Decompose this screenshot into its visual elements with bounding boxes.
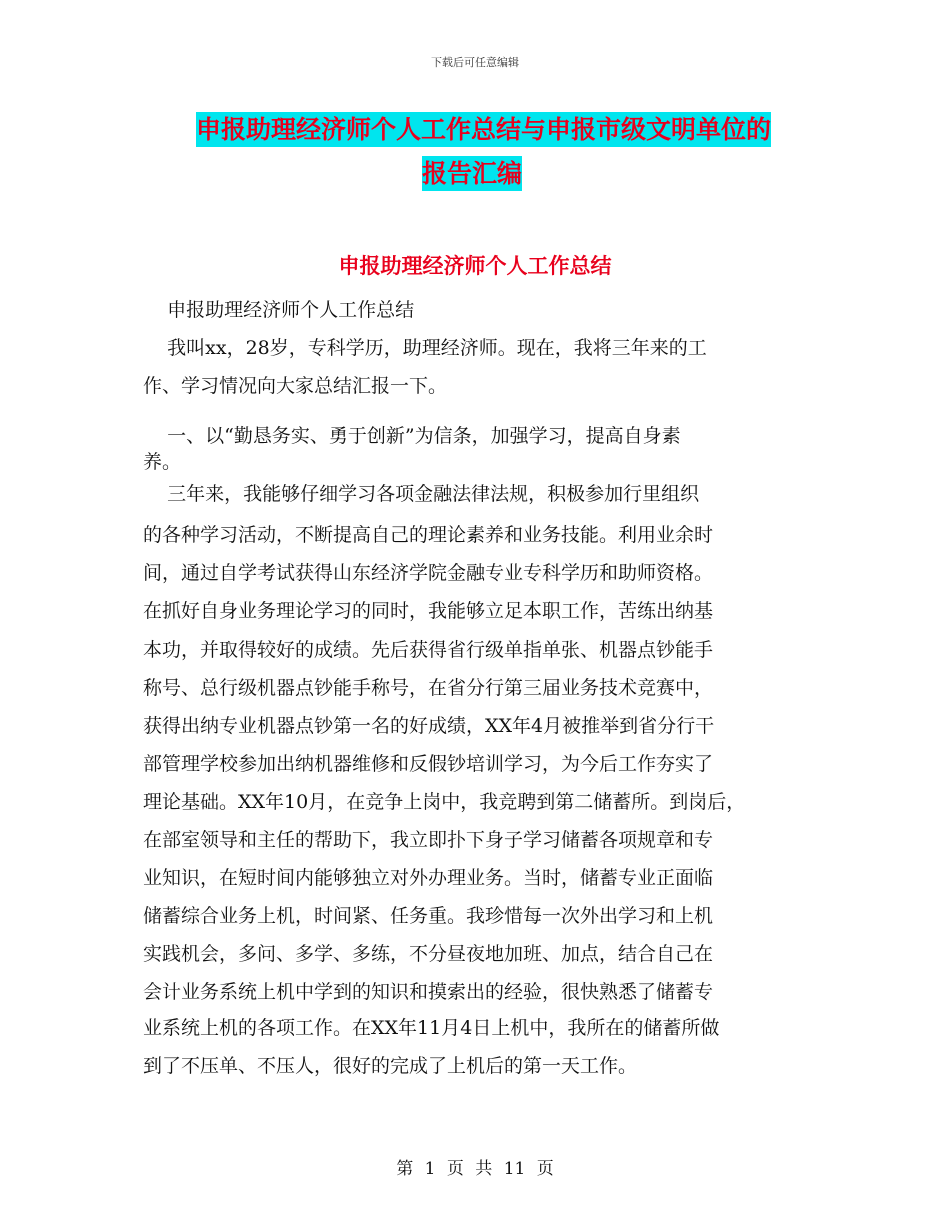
download-note: 下载后可任意编辑 <box>431 56 519 69</box>
body-line: 本功，并取得较好的成绩。先后获得省行级单指单张、机器点钞能手 <box>143 639 714 661</box>
body-line: 称号、总行级机器点钞能手称号，在省分行第三届业务技术竞赛中， <box>143 677 714 699</box>
body-line: 实践机会，多问、多学、多练，不分昼夜地加班、加点，结合自己在 <box>143 943 714 965</box>
document-title-text-1: 申报助理经济师个人工作总结与申报市级文明单位的 <box>196 112 771 147</box>
body-line: 申报助理经济师个人工作总结 <box>143 299 415 321</box>
body-line: 获得出纳专业机器点钞第一名的好成绩，XX年4月被推举到省分行干 <box>143 715 715 737</box>
body-line: 到了不压单、不压人，很好的完成了上机后的第一天工作。 <box>143 1055 638 1077</box>
document-title-line-1 <box>196 114 771 146</box>
body-line: 理论基础。XX年10月，在竞争上岗中，我竞聘到第二储蓄所。到岗后， <box>143 791 746 813</box>
body-line: 一、以“勤恳务实、勇于创新”为信条，加强学习，提高自身素 <box>143 425 681 447</box>
body-line: 养。 <box>143 451 182 473</box>
body-line: 部管理学校参加出纳机器维修和反假钞培训学习，为今后工作夯实了 <box>143 753 714 775</box>
section-title: 申报助理经济师个人工作总结 <box>338 253 612 278</box>
body-line: 我叫xx，28岁，专科学历，助理经济师。现在，我将三年来的工 <box>143 337 707 359</box>
body-line: 的各种学习活动，不断提高自己的理论素养和业务技能。利用业余时 <box>143 524 714 546</box>
body-line: 业知识，在短时间内能够独立对外办理业务。当时，储蓄专业正面临 <box>143 867 714 889</box>
document-title-text-2: 报告汇编 <box>422 156 522 191</box>
document-title-line-2 <box>422 158 522 190</box>
body-line: 业系统上机的各项工作。在XX年11月4日上机中，我所在的储蓄所做 <box>143 1017 720 1039</box>
body-line: 间，通过自学考试获得山东经济学院金融专业专科学历和助师资格。 <box>143 562 714 584</box>
body-line: 会计业务系统上机中学到的知识和摸索出的经验，很快熟悉了储蓄专 <box>143 981 714 1003</box>
body-line: 储蓄综合业务上机，时间紧、任务重。我珍惜每一次外出学习和上机 <box>143 905 714 927</box>
page-footer: 第 1 页 共 11 页 <box>396 1159 554 1179</box>
body-line: 在部室领导和主任的帮助下，我立即扑下身子学习储蓄各项规章和专 <box>143 829 714 851</box>
body-line: 作、学习情况向大家总结汇报一下。 <box>143 375 448 397</box>
body-line: 在抓好自身业务理论学习的同时，我能够立足本职工作，苦练出纳基 <box>143 600 714 622</box>
body-line: 三年来，我能够仔细学习各项金融法律法规，积极参加行里组织 <box>143 483 700 505</box>
